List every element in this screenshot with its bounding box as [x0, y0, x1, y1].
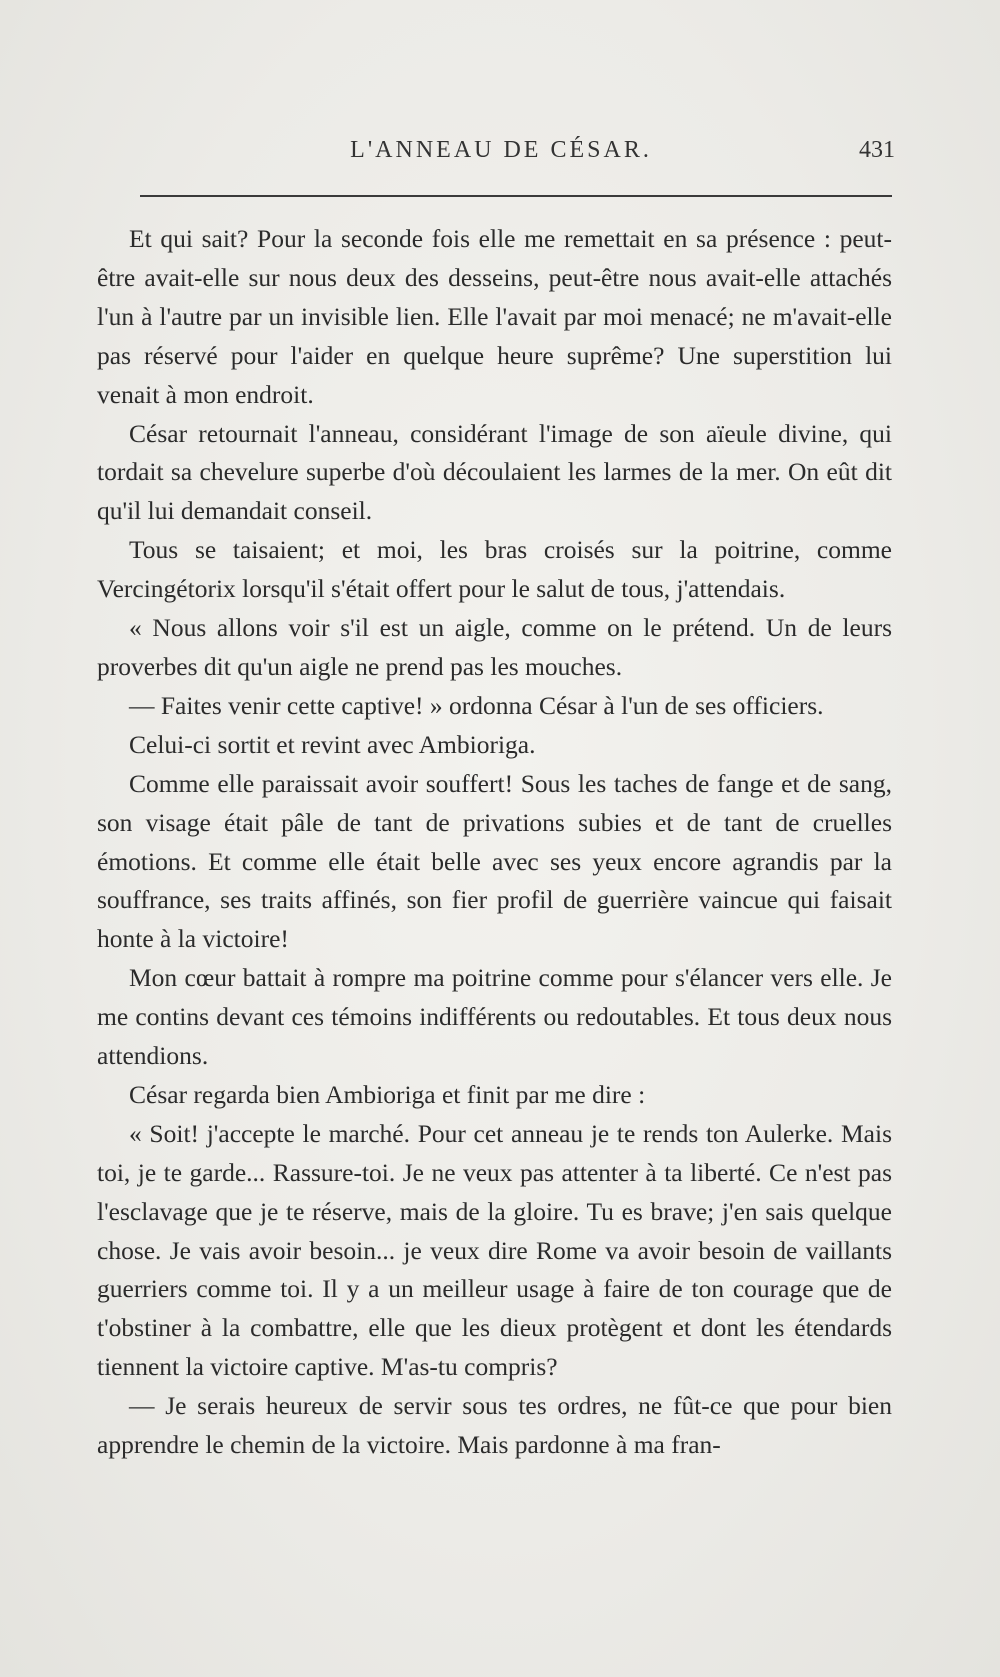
- paragraph: César regarda bien Ambioriga et finit par me dire :: [129, 1079, 646, 1109]
- paragraph: « Soit! j'accepte le marché. Pour cet anneau je te rends ton Aulerke. Mais toi, je te garde... Rassure-toi. Je ne veux pas attenter à ta liberté. Ce n'est pas l'esclavage que je te réserve, mais de la gloire. Tu es brave; j'en sais quelque chose. Je vais avoir besoin... je veux dire Rome va avoir besoin de vaillants guerriers comme toi. Il y a un meilleur usage à faire de ton courage que de t'obstiner à la combattre, elle que les dieux protègent et dont les étendards tiennent la victoire captive. M'as-tu compris?: [97, 1118, 892, 1382]
- paragraph: Mon cœur battait à rompre ma poitrine comme pour s'élancer vers elle. Je me contins devant ces témoins indifférents ou redoutables. Et tous deux nous attendions.: [97, 963, 892, 1071]
- paragraph: Celui-ci sortit et revint avec Ambioriga.: [129, 729, 536, 759]
- header-rule: [140, 195, 892, 197]
- running-head: [107, 137, 895, 177]
- body-text: [97, 220, 892, 1465]
- paragraph: — Faites venir cette captive! » ordonna César à l'un de ses officiers.: [129, 690, 824, 720]
- page-number: 431: [859, 137, 895, 163]
- paragraph: Tous se taisaient; et moi, les bras croisés sur la poitrine, comme Vercingétorix lorsqu'il s'était offert pour le salut de tous, j'attendais.: [97, 535, 892, 604]
- paragraph: « Nous allons voir s'il est un aigle, comme on le prétend. Un de leurs proverbes dit qu'un aigle ne prend pas les mouches.: [97, 613, 892, 681]
- paragraph: Comme elle paraissait avoir souffert! Sous les taches de fange et de sang, son visage était pâle de tant de privations subies et de tant de cruelles émotions. Et comme elle était belle avec ses yeux encore agrandis par la souffrance, ses traits affinés, son fier profil de guerrière vaincue qui faisait honte à la victoire!: [97, 768, 892, 954]
- paragraph: Et qui sait? Pour la seconde fois elle me remettait en sa présence : peut-être avait-elle sur nous deux des desseins, peut-être nous avait-elle attachés l'un à l'autre par un invisible lien. Elle l'avait par moi menacé; ne m'avait-elle pas réservé pour l'aider en quelque heure suprême? Une superstition lui venait à mon endroit.: [97, 224, 892, 409]
- paragraph: — Je serais heureux de servir sous tes ordres, ne fût-ce que pour bien apprendre le chemin de la victoire. Mais pardonne à ma fran-: [97, 1391, 892, 1460]
- paragraph: César retournait l'anneau, considérant l'image de son aïeule divine, qui tordait sa chevelure superbe d'où découlaient les larmes de la mer. On eût dit qu'il lui demandait conseil.: [97, 418, 892, 526]
- running-title: L'ANNEAU DE CÉSAR.: [350, 137, 652, 163]
